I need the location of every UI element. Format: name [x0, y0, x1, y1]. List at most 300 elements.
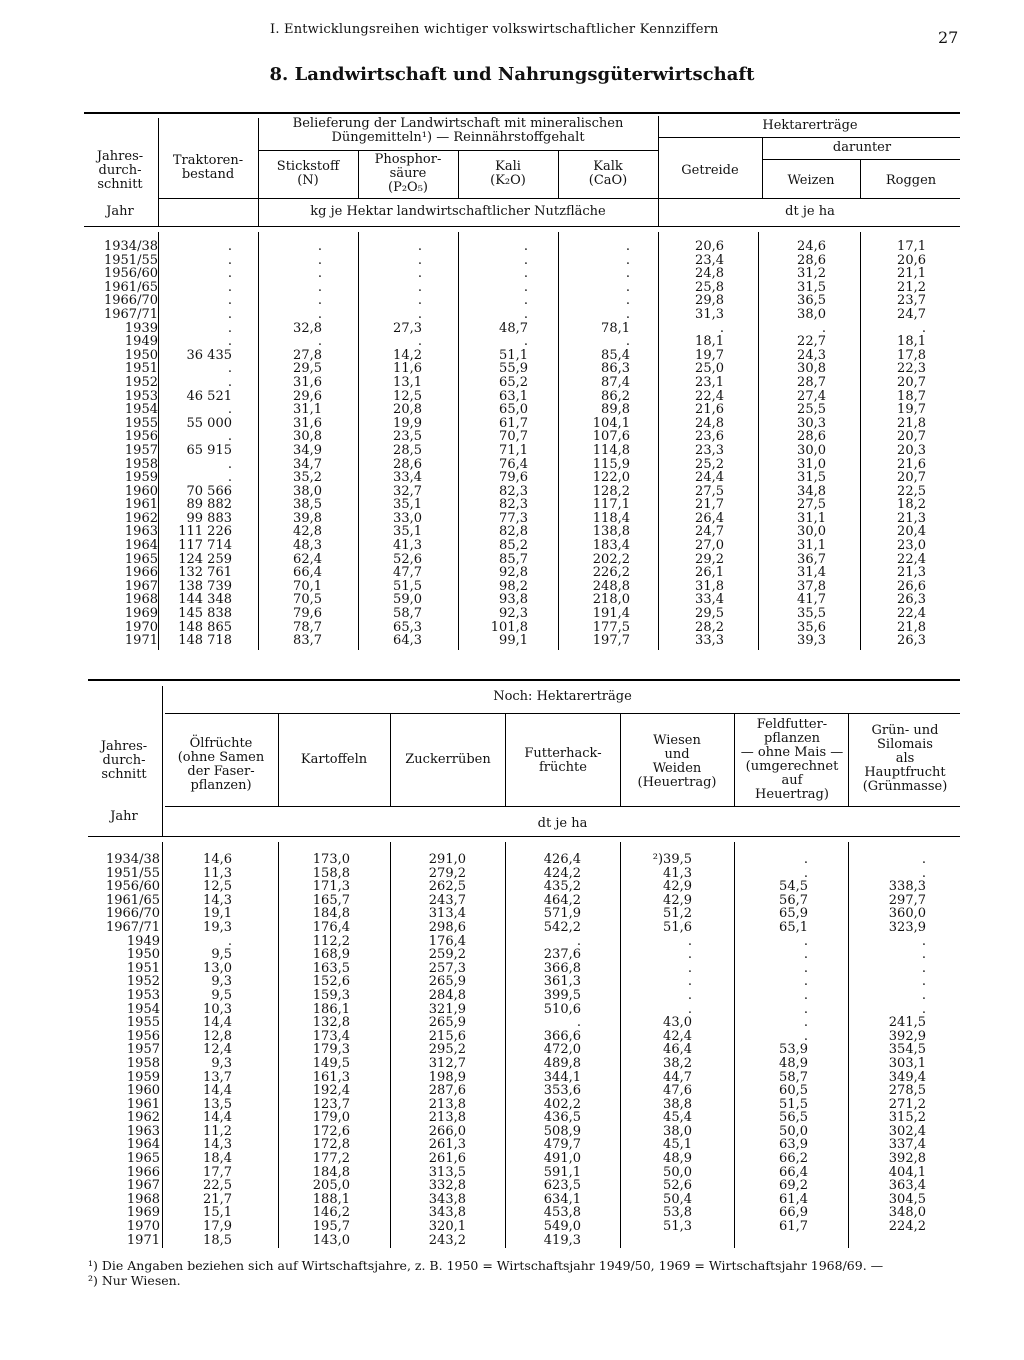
- t2-years-cell: 1951/55: [105, 865, 160, 881]
- t1-traktoren-cell: 55 000: [186, 415, 232, 431]
- t2-futterhack-cell: 402,2: [543, 1096, 581, 1112]
- t2-zuckerrueben-cell: 320,1: [428, 1219, 466, 1235]
- t2-gruen-cell: 354,5: [888, 1042, 926, 1058]
- t1-traktoren-cell: .: [227, 239, 232, 254]
- futterhack-header: Futterhack- früchte: [524, 746, 602, 775]
- t2-futterhack-cell: 399,5: [543, 987, 581, 1003]
- t1-phosphor-cell: 28,5: [393, 442, 422, 458]
- t2-gruen-cell: 297,7: [888, 892, 926, 908]
- t1-stickstoff-cell: 32,8: [293, 320, 322, 336]
- t2-futterhack-cell: 464,2: [543, 892, 581, 908]
- t2-wiesen: [620, 853, 692, 1261]
- t1-stickstoff-cell: 29,6: [293, 388, 322, 404]
- t1-traktoren-cell: .: [227, 252, 232, 268]
- t2-feldfutter-cell: .: [803, 1028, 808, 1044]
- t1-kalk-cell: 191,4: [592, 606, 630, 622]
- t2-oelfruechte-cell: 9,5: [211, 987, 232, 1003]
- duenger-unit: kg je Hektar landwirtschaftlicher Nutzfläche: [310, 204, 606, 219]
- t2-years-cell: 1970: [126, 1219, 160, 1235]
- t1-roggen-cell: 20,6: [897, 252, 926, 268]
- t1-years-cell: 1967/71: [103, 306, 158, 322]
- t2-feldfutter-cell: 60,5: [779, 1083, 808, 1099]
- t2-gruen-cell: .: [921, 974, 926, 990]
- t2-year-subheader: Jahr: [110, 809, 138, 824]
- t2-futterhack-cell: 436,5: [543, 1110, 581, 1126]
- t2-oelfruechte-cell: 12,5: [203, 879, 232, 895]
- t1-traktoren-cell: .: [227, 279, 232, 295]
- t2-oelfruechte-cell: 15,1: [203, 1205, 232, 1221]
- t1-kalk-cell: .: [625, 279, 630, 295]
- t1-stickstoff-cell: 27,8: [293, 347, 322, 363]
- t1-roggen-cell: 21,1: [897, 266, 926, 282]
- t2-oelfruechte-cell: 13,7: [203, 1069, 232, 1085]
- t1-phosphor-cell: 27,3: [393, 320, 422, 336]
- t2-wiesen-cell: 48,9: [663, 1151, 692, 1167]
- t2-kartoffeln-cell: 132,8: [312, 1015, 350, 1031]
- t1-traktoren-cell: 148 865: [178, 619, 232, 635]
- t1-kali-cell: 70,7: [499, 429, 528, 445]
- t1-kalk-cell: 248,8: [592, 578, 630, 594]
- t1-weizen-cell: 36,5: [797, 293, 826, 309]
- t1-kalk-cell: 115,9: [592, 456, 630, 472]
- t1-phosphor-cell: .: [417, 334, 422, 350]
- t1-roggen-cell: 22,5: [897, 483, 926, 499]
- t2-feldfutter-cell: 58,7: [779, 1069, 808, 1085]
- t2-futterhack-cell: 361,3: [543, 974, 581, 990]
- t2-feldfutter-cell: .: [803, 933, 808, 949]
- t1-stickstoff-cell: 42,8: [293, 524, 322, 540]
- t2-kartoffeln-cell: 172,6: [312, 1123, 350, 1139]
- t1-traktoren-cell: .: [227, 361, 232, 377]
- t1-phosphor-cell: 33,4: [393, 470, 422, 486]
- t1-stickstoff-cell: 39,8: [293, 510, 322, 526]
- t1-kalk-cell: 86,2: [601, 388, 630, 404]
- t1-kali-cell: 65,0: [499, 402, 528, 418]
- t2-gruen-cell: 271,2: [888, 1096, 926, 1112]
- t2-feldfutter-cell: 61,4: [779, 1191, 808, 1207]
- t1-weizen-cell: 24,6: [797, 239, 826, 254]
- t2-kartoffeln-cell: 158,8: [312, 865, 350, 881]
- t2-oelfruechte-cell: 11,2: [203, 1123, 232, 1139]
- t1-getreide-cell: 25,8: [695, 279, 724, 295]
- t1-kalk-cell: .: [625, 293, 630, 309]
- t1-years-cell: 1939: [124, 320, 158, 336]
- t2-group-header: Noch: Hektarerträge: [493, 689, 632, 704]
- t2-feldfutter-cell: 66,9: [779, 1205, 808, 1221]
- t2-kartoffeln-cell: 152,6: [312, 974, 350, 990]
- t1-getreide-cell: 22,4: [695, 388, 724, 404]
- t2-gruen-cell: .: [921, 852, 926, 867]
- t2-kartoffeln-cell: 195,7: [312, 1219, 350, 1235]
- t2-gruen: [848, 853, 926, 1261]
- section-title: 8. Landwirtschaft und Nahrungsgüterwirtschaft: [269, 64, 755, 85]
- t1-roggen-cell: 20,3: [897, 442, 926, 458]
- t2-gruen-cell: 304,5: [888, 1191, 926, 1207]
- t1-years-cell: 1951: [124, 361, 158, 377]
- t1-stickstoff-cell: 34,9: [293, 442, 322, 458]
- t2-oelfruechte-cell: 14,6: [203, 852, 232, 867]
- t2-futterhack-cell: 508,9: [543, 1123, 581, 1139]
- t1-weizen-cell: 35,5: [797, 606, 826, 622]
- t2-kartoffeln-cell: 165,7: [312, 892, 350, 908]
- t2-wiesen-cell: .: [687, 960, 692, 976]
- t1-getreide-cell: 24,8: [695, 415, 724, 431]
- t2-oelfruechte-cell: 14,4: [203, 1015, 232, 1031]
- t1-years-cell: 1967: [124, 578, 158, 594]
- t1-years-cell: 1958: [124, 456, 158, 472]
- t1-phosphor-cell: 58,7: [393, 606, 422, 622]
- t1-getreide-cell: 26,1: [695, 565, 724, 581]
- t2-years-cell: 1950: [126, 947, 160, 963]
- t1-years-cell: 1971: [124, 633, 158, 649]
- t2-kartoffeln-cell: 146,2: [312, 1205, 350, 1221]
- t2-years-cell: 1966/70: [105, 906, 160, 922]
- page-number: 27: [938, 28, 959, 47]
- year-header: Jahres- durch- schnitt: [96, 149, 144, 192]
- t1-getreide-cell: 26,4: [695, 510, 724, 526]
- t2-gruen-cell: 323,9: [888, 919, 926, 935]
- t2-zuckerrueben-cell: 259,2: [428, 947, 466, 963]
- kalk-header: Kalk (CaO): [588, 159, 628, 188]
- t1-weizen-cell: 38,0: [797, 306, 826, 322]
- t1-traktoren-cell: 111 226: [178, 524, 232, 540]
- t2-years-cell: 1960: [126, 1083, 160, 1099]
- t1-years: [84, 240, 158, 648]
- t2-gruen-cell: 241,5: [888, 1015, 926, 1031]
- t2-gruen-cell: 360,0: [888, 906, 926, 922]
- t1-weizen-cell: 28,7: [797, 374, 826, 390]
- t2-feldfutter-cell: 54,5: [779, 879, 808, 895]
- t1-roggen-cell: 24,7: [897, 306, 926, 322]
- t2-wiesen-cell: .: [687, 987, 692, 1003]
- t2-kartoffeln-cell: 186,1: [312, 1001, 350, 1017]
- t2-oelfruechte-cell: 14,3: [203, 892, 232, 908]
- t1-getreide-cell: 27,5: [695, 483, 724, 499]
- t1-kali-cell: 63,1: [499, 388, 528, 404]
- t1-stickstoff-cell: 79,6: [293, 606, 322, 622]
- t1-weizen-cell: 30,3: [797, 415, 826, 431]
- t1-phosphor-cell: 20,8: [393, 402, 422, 418]
- t1-stickstoff-cell: 62,4: [293, 551, 322, 567]
- t1-kali-cell: 61,7: [499, 415, 528, 431]
- t2-years-cell: 1955: [126, 1015, 160, 1031]
- t2-futterhack-cell: 542,2: [543, 919, 581, 935]
- t2-kartoffeln-cell: 176,4: [312, 919, 350, 935]
- t2-years-cell: 1963: [126, 1123, 160, 1139]
- t1-roggen-cell: 22,3: [897, 361, 926, 377]
- t2-wiesen-cell: 46,4: [663, 1042, 692, 1058]
- t2-zuckerrueben-cell: 213,8: [428, 1096, 466, 1112]
- t1-kali-cell: 65,2: [499, 374, 528, 390]
- t1-roggen-cell: 18,1: [897, 334, 926, 350]
- t1-years-cell: 1955: [124, 415, 158, 431]
- t2-futterhack-cell: 491,0: [543, 1151, 581, 1167]
- t2-zuckerrueben-cell: 176,4: [428, 933, 466, 949]
- t1-traktoren-cell: 144 348: [178, 592, 232, 608]
- t2-feldfutter-cell: 56,5: [779, 1110, 808, 1126]
- t1-getreide-cell: 21,7: [695, 497, 724, 513]
- t1-kali-cell: 79,6: [499, 470, 528, 486]
- t2-oelfruechte-cell: 19,3: [203, 919, 232, 935]
- t2-years-cell: 1967: [126, 1178, 160, 1194]
- t2-years-cell: 1949: [126, 933, 160, 949]
- t2-wiesen-cell: 45,1: [663, 1137, 692, 1153]
- t1-stickstoff-cell: 70,5: [293, 592, 322, 608]
- t1-traktoren-cell: 46 521: [186, 388, 232, 404]
- running-head: I. Entwicklungsreihen wichtiger volkswirtschaftlicher Kennziffern: [270, 22, 719, 37]
- t2-feldfutter-cell: 53,9: [779, 1042, 808, 1058]
- duenger-group-header: Belieferung der Landwirtschaft mit mineralischen Düngemitteln¹) — Reinnährstoffgehalt: [292, 116, 624, 145]
- t2-years-cell: 1961: [126, 1096, 160, 1112]
- t1-roggen-cell: 26,3: [897, 592, 926, 608]
- t2-years-cell: 1964: [126, 1137, 160, 1153]
- t1-phosphor-cell: 23,5: [393, 429, 422, 445]
- t1-stickstoff-cell: .: [317, 252, 322, 268]
- stickstoff-header: Stickstoff (N): [276, 159, 340, 188]
- t2-feldfutter-cell: .: [803, 987, 808, 1003]
- t2-gruen-cell: .: [921, 1001, 926, 1017]
- t2-kartoffeln-cell: 184,8: [312, 906, 350, 922]
- t1-years-cell: 1968: [124, 592, 158, 608]
- t1-phosphor-cell: 19,9: [393, 415, 422, 431]
- t2-year-header: Jahres- durch- schnitt: [100, 739, 148, 782]
- t1-kalk-cell: 78,1: [601, 320, 630, 336]
- t1-roggen-cell: 20,7: [897, 470, 926, 486]
- t2-futterhack-cell: 623,5: [543, 1178, 581, 1194]
- t2-feldfutter-cell: 50,0: [779, 1123, 808, 1139]
- t2-years-cell: 1971: [126, 1232, 160, 1248]
- t1-traktoren-cell: .: [227, 266, 232, 282]
- t2-years-cell: 1934/38: [105, 852, 160, 867]
- t2-oelfruechte-cell: 11,3: [203, 865, 232, 881]
- t1-getreide-cell: .: [719, 320, 724, 336]
- t1-weizen-cell: 31,1: [797, 538, 826, 554]
- t1-roggen-cell: 20,4: [897, 524, 926, 540]
- t2-futterhack-cell: 549,0: [543, 1219, 581, 1235]
- t1-stickstoff-cell: 66,4: [293, 565, 322, 581]
- t1-getreide-cell: 27,0: [695, 538, 724, 554]
- t1-getreide-cell: 24,8: [695, 266, 724, 282]
- t1-weizen-cell: 41,7: [797, 592, 826, 608]
- t1-traktoren-cell: 132 761: [178, 565, 232, 581]
- t2-feldfutter-cell: .: [803, 960, 808, 976]
- t2-wiesen-cell: 44,7: [663, 1069, 692, 1085]
- feldfutter-header: Feldfutter- pflanzen — ohne Mais — (umgerechnet auf Heuertrag): [740, 717, 844, 802]
- t1-getreide-cell: 24,7: [695, 524, 724, 540]
- t2-years-cell: 1953: [126, 987, 160, 1003]
- t2-gruen-cell: 349,4: [888, 1069, 926, 1085]
- t2-gruen-cell: .: [921, 960, 926, 976]
- t1-getreide-cell: 29,2: [695, 551, 724, 567]
- t1-phosphor-cell: .: [417, 293, 422, 309]
- t1-kalk-cell: 226,2: [592, 565, 630, 581]
- t2-wiesen-cell: 47,6: [663, 1083, 692, 1099]
- t1-kali-cell: .: [523, 279, 528, 295]
- t1-kalk-cell: .: [625, 252, 630, 268]
- t1-phosphor-cell: 32,7: [393, 483, 422, 499]
- t1-weizen-cell: 31,1: [797, 510, 826, 526]
- t2-zuckerrueben-cell: 321,9: [428, 1001, 466, 1017]
- t2-futterhack-cell: 510,6: [543, 1001, 581, 1017]
- t2-futterhack-cell: 472,0: [543, 1042, 581, 1058]
- t2-oelfruechte-cell: 22,5: [203, 1178, 232, 1194]
- t1-phosphor-cell: 35,1: [393, 524, 422, 540]
- t1-years-cell: 1970: [124, 619, 158, 635]
- t1-traktoren-cell: 89 882: [186, 497, 232, 513]
- oelfruechte-header: Ölfrüchte (ohne Samen der Faser- pflanzen): [177, 736, 265, 793]
- t2-zuckerrueben-cell: 265,9: [428, 974, 466, 990]
- t2-gruen-cell: 224,2: [888, 1219, 926, 1235]
- t1-kali-cell: 48,7: [499, 320, 528, 336]
- t1-stickstoff-cell: 30,8: [293, 429, 322, 445]
- t1-stickstoff-cell: 31,1: [293, 402, 322, 418]
- t1-roggen-cell: 21,2: [897, 279, 926, 295]
- t1-roggen-cell: 22,4: [897, 606, 926, 622]
- t2-wiesen-cell: 42,4: [663, 1028, 692, 1044]
- t1-weizen-cell: 31,2: [797, 266, 826, 282]
- t1-traktoren-cell: .: [227, 429, 232, 445]
- t2-years-cell: 1967/71: [105, 919, 160, 935]
- t1-kalk-cell: 104,1: [592, 415, 630, 431]
- t1-phosphor-cell: 59,0: [393, 592, 422, 608]
- t1-years-cell: 1956: [124, 429, 158, 445]
- t1-kali-cell: 51,1: [499, 347, 528, 363]
- t1-kalk-cell: 107,6: [592, 429, 630, 445]
- t2-oelfruechte-cell: 17,9: [203, 1219, 232, 1235]
- t1-roggen-cell: 21,8: [897, 415, 926, 431]
- t2-zuckerrueben-cell: 295,2: [428, 1042, 466, 1058]
- t1-kalk-cell: 117,1: [592, 497, 630, 513]
- t1-weizen-cell: 31,0: [797, 456, 826, 472]
- t2-gruen-cell: 404,1: [888, 1164, 926, 1180]
- t2-futterhack-cell: 571,9: [543, 906, 581, 922]
- t2-zuckerrueben-cell: 257,3: [428, 960, 466, 976]
- t1-kalk-cell: 177,5: [592, 619, 630, 635]
- t1-roggen-cell: 23,0: [897, 538, 926, 554]
- t2-kartoffeln-cell: 192,4: [312, 1083, 350, 1099]
- t1-weizen-cell: 39,3: [797, 633, 826, 649]
- t2-futterhack-cell: 353,6: [543, 1083, 581, 1099]
- t2-kartoffeln-cell: 184,8: [312, 1164, 350, 1180]
- t2-futterhack-cell: 366,8: [543, 960, 581, 976]
- t1-kali-cell: .: [523, 293, 528, 309]
- t1-years-cell: 1963: [124, 524, 158, 540]
- t1-getreide-cell: 20,6: [695, 239, 724, 254]
- t1-roggen-cell: 23,7: [897, 293, 926, 309]
- t2-zuckerrueben-cell: 343,8: [428, 1191, 466, 1207]
- t2-gruen-cell: 337,4: [888, 1137, 926, 1153]
- t2-zuckerrueben-cell: 266,0: [428, 1123, 466, 1139]
- t1-stickstoff-cell: 38,5: [293, 497, 322, 513]
- t1-phosphor-cell: .: [417, 266, 422, 282]
- t1-years-cell: 1954: [124, 402, 158, 418]
- t2-oelfruechte-cell: 9,5: [211, 947, 232, 963]
- t2-zuckerrueben-cell: 215,6: [428, 1028, 466, 1044]
- getreide-header: Getreide: [681, 163, 739, 178]
- t1-roggen-cell: 22,4: [897, 551, 926, 567]
- year-subheader: Jahr: [106, 204, 134, 219]
- t2-years-cell: 1962: [126, 1110, 160, 1126]
- t1-years-cell: 1960: [124, 483, 158, 499]
- t2-years-cell: 1959: [126, 1069, 160, 1085]
- t2-feldfutter-cell: .: [803, 1015, 808, 1031]
- t1-stickstoff-cell: .: [317, 334, 322, 350]
- t2-oelfruechte-cell: 19,1: [203, 906, 232, 922]
- t2-wiesen-cell: 53,8: [663, 1205, 692, 1221]
- t1-kali-cell: .: [523, 334, 528, 350]
- t1-kali-cell: 92,8: [499, 565, 528, 581]
- t2-zuckerrueben-cell: 291,0: [428, 852, 466, 867]
- t2-kartoffeln-cell: 173,0: [312, 852, 350, 867]
- t1-traktoren-cell: .: [227, 402, 232, 418]
- t2-zuckerrueben-cell: 284,8: [428, 987, 466, 1003]
- gruen-header: Grün- und Silomais als Hauptfrucht (Grünmasse): [862, 723, 948, 794]
- t1-kalk-cell: 85,4: [601, 347, 630, 363]
- t1-weizen-cell: 31,5: [797, 279, 826, 295]
- t2-oelfruechte-cell: 18,4: [203, 1151, 232, 1167]
- t1-traktoren-cell: .: [227, 470, 232, 486]
- t1-weizen-cell: 27,5: [797, 497, 826, 513]
- t2-years: [88, 853, 160, 1247]
- t2-zuckerrueben-cell: 261,6: [428, 1151, 466, 1167]
- t2-oelfruechte-cell: 9,3: [211, 1055, 232, 1071]
- t1-roggen-cell: 18,2: [897, 497, 926, 513]
- t2-kartoffeln-cell: 179,0: [312, 1110, 350, 1126]
- t1-kali-cell: .: [523, 306, 528, 322]
- t1-getreide-cell: 33,4: [695, 592, 724, 608]
- t1-kali-cell: 85,2: [499, 538, 528, 554]
- t2-futterhack-cell: 591,1: [543, 1164, 581, 1180]
- t2-futterhack-cell: 237,6: [543, 947, 581, 963]
- t1-roggen-cell: 20,7: [897, 429, 926, 445]
- t1-kalk-cell: 114,8: [592, 442, 630, 458]
- t2-kartoffeln-cell: 168,9: [312, 947, 350, 963]
- t1-stickstoff-cell: .: [317, 239, 322, 254]
- t1-phosphor-cell: 35,1: [393, 497, 422, 513]
- t2-wiesen-cell: 51,2: [663, 906, 692, 922]
- t2-gruen-cell: 392,8: [888, 1151, 926, 1167]
- t2-zuckerrueben-cell: 312,7: [428, 1055, 466, 1071]
- t1-weizen-cell: 28,6: [797, 252, 826, 268]
- t1-phosphor-cell: 41,3: [393, 538, 422, 554]
- t1-weizen-cell: 35,6: [797, 619, 826, 635]
- t2-zuckerrueben-cell: 313,4: [428, 906, 466, 922]
- t1-getreide-cell: 25,0: [695, 361, 724, 377]
- t1-getreide-cell: 23,6: [695, 429, 724, 445]
- t1-getreide-cell: 25,2: [695, 456, 724, 472]
- t1-years-cell: 1964: [124, 538, 158, 554]
- t1-traktoren-cell: 148 718: [178, 633, 232, 649]
- t2-years-cell: 1969: [126, 1205, 160, 1221]
- t1-kali-cell: 85,7: [499, 551, 528, 567]
- t1-years-cell: 1961/65: [103, 279, 158, 295]
- t1-kalk-cell: 122,0: [592, 470, 630, 486]
- t1-stickstoff-cell: 31,6: [293, 374, 322, 390]
- t1-kali-cell: 98,2: [499, 578, 528, 594]
- t2-wiesen-cell: .: [687, 933, 692, 949]
- t2-kartoffeln-cell: 143,0: [312, 1232, 350, 1248]
- t1-years-cell: 1952: [124, 374, 158, 390]
- t1-weizen-cell: 30,0: [797, 524, 826, 540]
- t1-roggen-cell: 17,8: [897, 347, 926, 363]
- t2-kartoffeln-cell: 159,3: [312, 987, 350, 1003]
- t1-getreide-cell: 33,3: [695, 633, 724, 649]
- t1-getreide-cell: 29,8: [695, 293, 724, 309]
- t2-feldfutter-cell: .: [803, 974, 808, 990]
- t2-futterhack-cell: 453,8: [543, 1205, 581, 1221]
- t1-weizen-cell: .: [821, 320, 826, 336]
- t2-oelfruechte-cell: 12,8: [203, 1028, 232, 1044]
